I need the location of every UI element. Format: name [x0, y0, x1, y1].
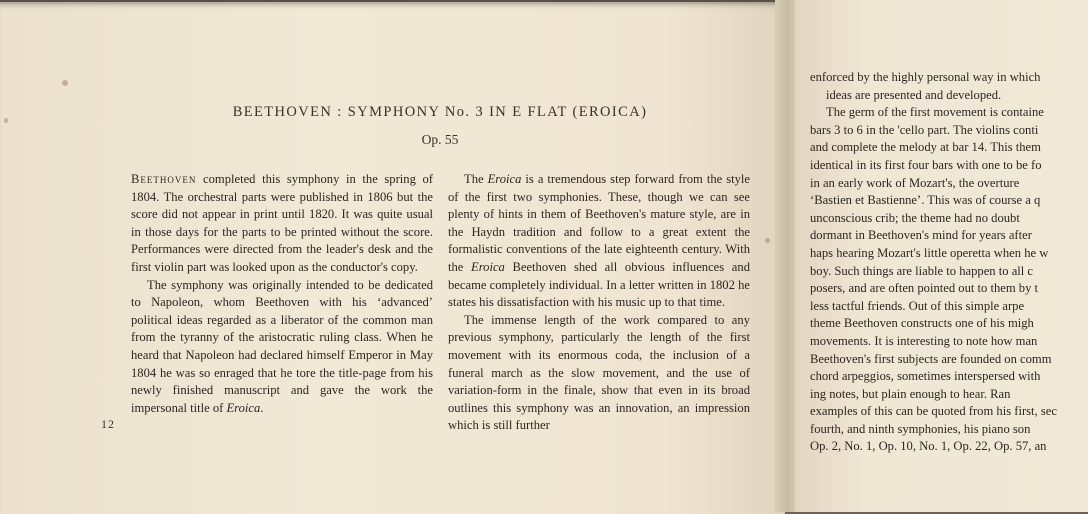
paragraph-text: The: [464, 172, 488, 186]
page-title: BEETHOVEN : SYMPHONY No. 3 IN E FLAT (EROICA): [232, 104, 648, 120]
text-line: ing notes, but plain enough to hear. Ran: [810, 386, 1011, 401]
text-line: bars 3 to 6 in the 'cello part. The violins conti: [810, 122, 1039, 137]
paragraph: [448, 171, 750, 312]
paragraph-text: .: [260, 400, 264, 415]
page-number: 12: [101, 417, 115, 431]
text-line: fourth, and ninth symphonies, his piano son: [810, 421, 1031, 436]
opus-number: Op. 55: [421, 132, 459, 147]
paper-spot: [4, 118, 8, 123]
text-column-middle: [448, 171, 750, 435]
text-line: ideas are presented and developed.: [826, 87, 1002, 102]
italic-title: Eroica: [471, 259, 505, 274]
text-line: theme Beethoven constructs one of his migh: [810, 316, 1034, 331]
paragraph-text: The immense length of the work compared to any previous symphony, particularly the length of the first movement with its enormous coda, the inclusion of a funeral march as the slow movement, and the use of variation-form in the finale, show that even in its broad outlines this symphony was an innovation, an impression which is still further: [448, 312, 750, 433]
paragraph-text: is a tremendous step forward from the style of the first two symphonies. These, though we can see plenty of hints in them of Beethoven's mature style, are in the Haydn tradition and follow to a great extent the formalistic conventions of the late eighteenth century. With the: [448, 172, 750, 274]
italic-title: Eroica: [487, 172, 522, 186]
paragraph-text: completed this symphony in the spring of 1804. The orchestral parts were published in 1806 but the score did not appear in print until 1820. It was quite usual in those days for the parts to be printed without the score. Performances were directed from the leader's desk and the first violin part was looked upon as the conductor's copy.: [131, 172, 433, 274]
text-line: boy. Such things are liable to happen to all c: [810, 263, 1034, 278]
text-line: The germ of the first movement is containe: [826, 105, 1044, 120]
text-line: unconscious crib; the theme had no doubt: [810, 210, 1020, 225]
text-line: less tactful friends. Out of this simple arpe: [810, 298, 1025, 313]
text-column-left: [131, 171, 433, 417]
paragraph-text: Beethoven shed all obvious influences and became completely individual. In a letter written in 1802 he states his dissatisfaction with his music up to that time.: [448, 259, 750, 310]
text-line: dormant in Beethoven's mind for years after: [810, 228, 1032, 243]
paper-spot: [62, 80, 68, 86]
text-line: Op. 2, No. 1, Op. 10, No. 1, Op. 22, Op. 57, an: [810, 439, 1047, 454]
text-line: posers, and are often pointed out to them by t: [810, 281, 1039, 296]
text-line: Beethoven's first subjects are founded on comm: [810, 351, 1052, 366]
text-line: enforced by the highly personal way in which: [810, 70, 1041, 84]
paragraph-text: The symphony was originally intended to be dedicated to Napoleon, whom Beethoven with his ‘advanced’ political ideas regarded as a liberator of the common man from the tyranny of the aristocratic ruling class. When he heard that Napoleon had declared himself Emperor in May 1804 he was so enraged that he tore the title-page from his newly finished manuscript and gave the work the impersonal title of: [131, 277, 433, 415]
paper-spot: [765, 238, 770, 243]
text-line: in an early work of Mozart's, the overture: [810, 175, 1020, 190]
lead-word: Beethoven: [131, 172, 197, 186]
text-line: examples of this can be quoted from his first, sec: [810, 404, 1057, 419]
text-column-right: [810, 69, 1088, 456]
text-line: chord arpeggios, sometimes interspersed with: [810, 369, 1041, 384]
text-line: ‘Bastien et Bastienne’. This was of course a q: [810, 193, 1041, 208]
text-line: movements. It is interesting to note how man: [810, 333, 1038, 348]
italic-title: Eroica: [226, 400, 261, 415]
text-line: and complete the melody at bar 14. This them: [810, 140, 1041, 155]
paragraph: [131, 171, 433, 277]
paragraph: [448, 312, 750, 435]
text-line: identical in its first four bars with one to be fo: [810, 157, 1042, 172]
paragraph: [131, 277, 433, 418]
text-line: haps hearing Mozart's little operetta when he w: [810, 245, 1049, 260]
